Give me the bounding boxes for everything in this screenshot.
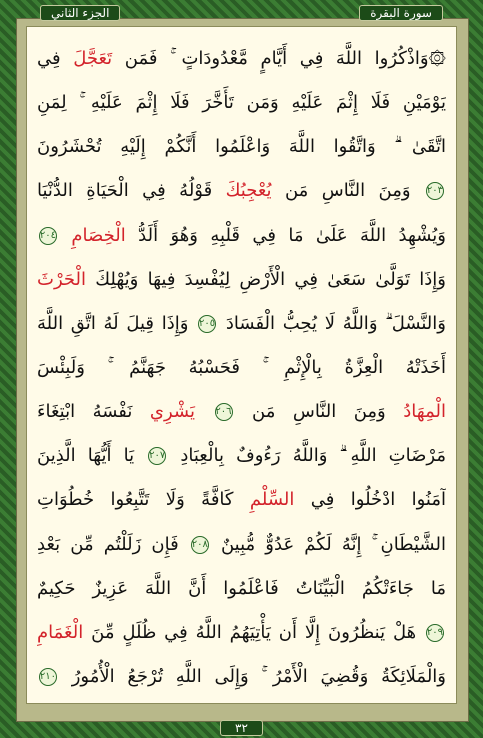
verse-text: وَمِنَ النَّاسِ مَن — [284, 180, 411, 202]
ayah-number-marker: ٢٠٧ — [148, 447, 166, 465]
verse-text: يَوْمَيْنِ فَلَا إِثْمَ عَلَيْهِ وَمَن تَأَخَّرَ فَلَا إِثْمَ عَلَيْهِ ۚ لِمَنِ — [37, 92, 446, 114]
page-number: ٣٢ — [220, 720, 263, 736]
verse-line — [37, 169, 446, 213]
verse-text: الشَّيْطَانِ ۚ إِنَّهُ لَكُمْ عَدُوٌّ مُّبِينٌ — [220, 533, 446, 555]
verse-text: مَا جَاءَتْكُمُ الْبَيِّنَاتُ فَاعْلَمُوا أَنَّ اللَّهَ عَزِيزٌ حَكِيمٌ — [37, 577, 446, 599]
verse-line — [37, 346, 446, 390]
ayah-number-marker: ٢٠٦ — [215, 403, 233, 421]
verse-text: مَرْضَاتِ اللَّهِ ۗ وَاللَّهُ رَءُوفٌ بِالْعِبَادِ — [180, 445, 446, 467]
ayah-number-marker: ٢٠٥ — [198, 315, 216, 333]
quran-page — [26, 26, 457, 704]
verse-line — [37, 390, 446, 434]
verse-text: قَوْلُهُ فِي الْحَيَاةِ الدُّنْيَا — [37, 180, 213, 202]
highlighted-word: يُعْجِبُكَ — [225, 180, 272, 202]
highlighted-word: الْحَرْثَ — [37, 268, 86, 290]
verse-line — [37, 81, 446, 125]
verse-text: وَالنَّسْلَ ۗ وَاللَّهُ لَا يُحِبُّ الْفَسَادَ — [225, 312, 446, 334]
juz-label: الجزء الثاني — [40, 5, 120, 21]
verse-line — [37, 611, 446, 655]
surah-label: سورة البقرة — [359, 5, 443, 21]
header — [22, 4, 461, 22]
verse-text: أَخَذَتْهُ الْعِزَّةُ بِالْإِثْمِ ۚ فَحَسْبُهُ جَهَنَّمُ ۚ وَلَبِئْسَ — [37, 356, 446, 378]
highlighted-word: تَعَجَّلَ — [73, 48, 113, 69]
verse-text: فِي — [37, 48, 61, 69]
verse-text: اتَّقَىٰ ۗ وَاتَّقُوا اللَّهَ وَاعْلَمُوا أَنَّكُمْ إِلَيْهِ تُحْشَرُونَ — [37, 136, 446, 158]
highlighted-word: يَشْرِي — [149, 401, 195, 423]
ayah-number-marker: ٢٠٨ — [191, 536, 209, 554]
highlighted-word: السِّلْمِ — [249, 489, 295, 511]
verse-line — [37, 523, 446, 567]
verse-line — [37, 478, 446, 522]
verse-text: كَافَّةً وَلَا تَتَّبِعُوا خُطُوَاتِ — [37, 489, 234, 511]
verse-line — [37, 434, 446, 478]
verse-line — [37, 258, 446, 302]
verse-text: وَإِذَا قِيلَ لَهُ اتَّقِ اللَّهَ — [37, 312, 189, 334]
verse-line — [37, 37, 446, 81]
ayah-number-marker: ٢١٠ — [39, 668, 57, 686]
verse-line — [37, 125, 446, 169]
verse-line — [37, 567, 446, 611]
verse-text: يَا أَيُّهَا الَّذِينَ — [37, 445, 135, 467]
verse-text: وَالْمَلَائِكَةُ وَقُضِيَ الْأَمْرُ ۚ وَإِلَى اللَّهِ تُرْجَعُ الْأُمُورُ — [71, 665, 446, 687]
verse-text: هَلْ يَنظُرُونَ إِلَّا أَن يَأْتِيَهُمُ اللَّهُ فِي ظُلَلٍ مِّنَ — [91, 621, 417, 643]
verse-text: نَفْسَهُ ابْتِغَاءَ — [37, 401, 133, 423]
highlighted-word: الْمِهَادُ — [403, 401, 446, 423]
highlighted-word: الْخِصَامِ — [71, 224, 126, 246]
verse-text: ۞وَاذْكُرُوا اللَّهَ فِي أَيَّامٍ مَّعْدُودَاتٍ ۚ فَمَن — [124, 48, 446, 69]
verse-text: وَإِذَا تَوَلَّىٰ سَعَىٰ فِي الْأَرْضِ لِيُفْسِدَ فِيهَا وَيُهْلِكَ — [95, 268, 446, 290]
ayah-number-marker: ٢٠٤ — [39, 227, 57, 245]
verse-text: آمَنُوا ادْخُلُوا فِي — [310, 489, 446, 511]
footer — [0, 720, 483, 736]
verse-text: وَمِنَ النَّاسِ مَن — [252, 401, 386, 423]
verse-line — [37, 655, 446, 699]
ayah-number-marker: ٢٠٩ — [426, 624, 444, 642]
verse-text: فَإِن زَلَلْتُم مِّن بَعْدِ — [37, 533, 179, 555]
verse-line — [37, 302, 446, 346]
verse-line — [37, 214, 446, 258]
ayah-number-marker: ٢٠٣ — [426, 182, 444, 200]
highlighted-word: الْغَمَامِ — [37, 621, 84, 643]
verse-text: وَيُشْهِدُ اللَّهَ عَلَىٰ مَا فِي قَلْبِهِ وَهُوَ أَلَدُّ — [138, 224, 446, 246]
